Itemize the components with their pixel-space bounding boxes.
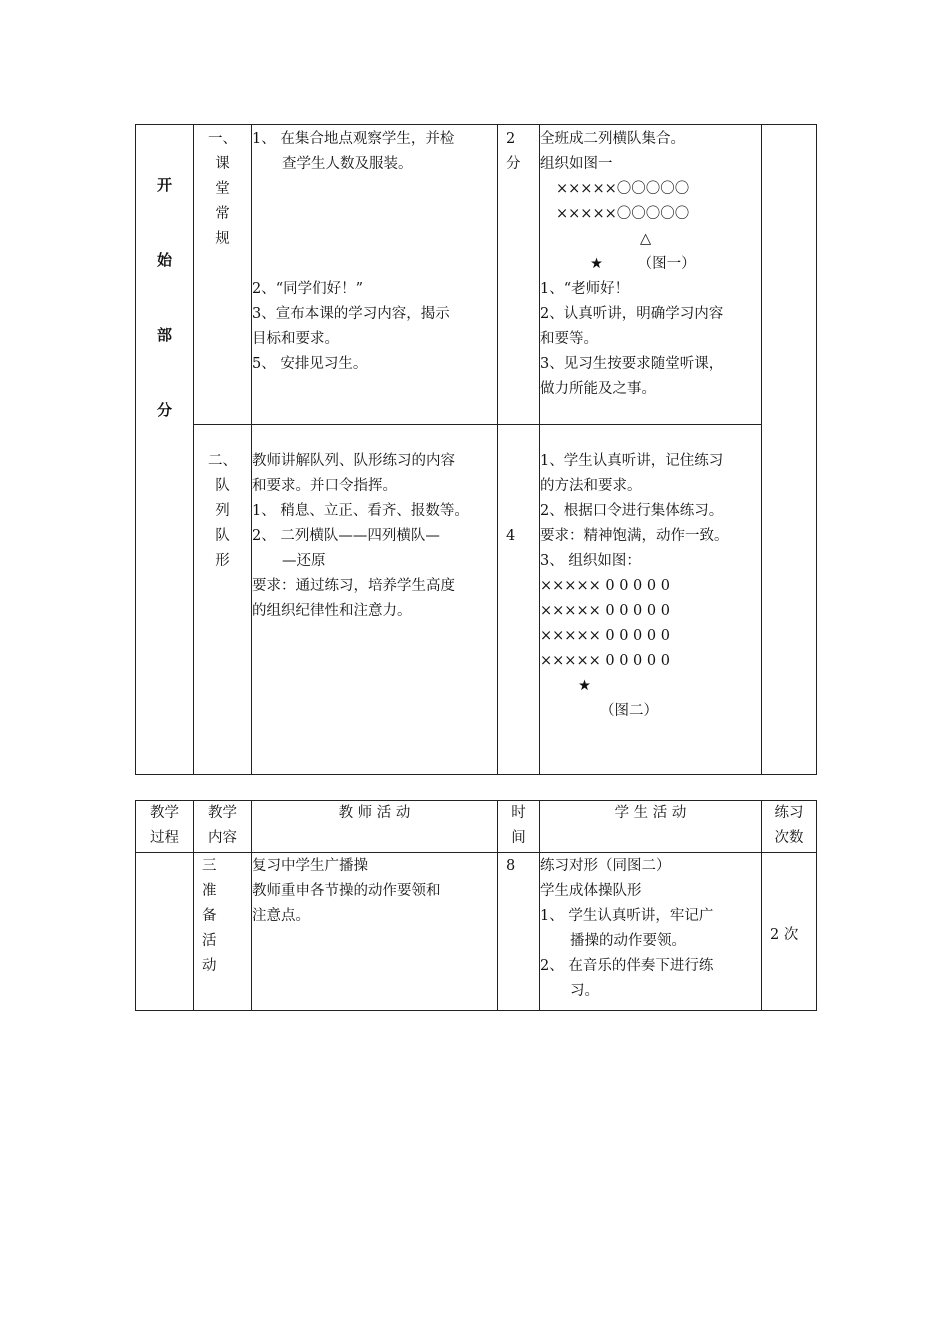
text-line: 学生成体操队形: [540, 883, 642, 899]
student-activity-warmup: [540, 853, 762, 1011]
text-line: 2、 在音乐的伴奏下进行练: [540, 958, 714, 974]
formation-row: ××××× 0 0 0 0 0: [540, 578, 670, 594]
lesson-table-start: [135, 124, 817, 775]
text-line: 1、 稍息、立正、看齐、报数等。: [252, 503, 469, 519]
section-title-char: 列: [215, 503, 230, 519]
triangle-marker: △: [640, 231, 652, 247]
text-line: 的方法和要求。: [540, 478, 642, 494]
section-title-char: 三: [202, 858, 217, 874]
text-line: 教师讲解队列、队形练习的内容: [252, 453, 455, 469]
student-activity-drill: [540, 425, 762, 775]
star-marker: ★: [590, 256, 603, 272]
header-process: 教学 过程: [136, 801, 194, 853]
figure-caption: （图一）: [637, 256, 696, 272]
time-drill: [498, 425, 540, 775]
text-line: 全班成二列横队集合。: [540, 131, 685, 147]
time-value: 8: [506, 858, 516, 874]
text-line: 习。: [570, 983, 599, 999]
section-title-warmup: [194, 853, 252, 1011]
section-title-char: 堂: [215, 181, 230, 197]
section-title-char: 活: [202, 933, 217, 949]
time-warmup: [498, 853, 540, 1011]
text-line: —还原: [282, 553, 326, 569]
header-count: 练习 次数: [762, 801, 817, 853]
text-line: 教师重申各节操的动作要领和: [252, 883, 441, 899]
text-line: 复习中学生广播操: [252, 858, 368, 874]
time-value: 4: [506, 528, 516, 544]
student-activity-routine: [540, 125, 762, 425]
lesson-table-warmup: [135, 800, 817, 1011]
text-line: 和要等。: [540, 331, 598, 347]
section-title-char: 准: [202, 883, 217, 899]
phase-char: 开: [156, 176, 172, 194]
formation-row: ×××××〇〇〇〇〇: [556, 181, 690, 197]
header-time: 时 间: [498, 801, 540, 853]
text-line: 要求：精神饱满，动作一致。: [540, 528, 729, 544]
time-routine: [498, 125, 540, 425]
section-title-char: 常: [215, 206, 230, 222]
text-line: 5、 安排见习生。: [252, 356, 368, 372]
formation-row: ××××× 0 0 0 0 0: [540, 603, 670, 619]
section-number: 一、: [208, 131, 237, 147]
text-line: 播操的动作要领。: [570, 933, 686, 949]
formation-row: ××××× 0 0 0 0 0: [540, 653, 670, 669]
header-content: 教学 内容: [194, 801, 252, 853]
formation-row: ××××× 0 0 0 0 0: [540, 628, 670, 644]
text-line: 2、根据口令进行集体练习。: [540, 503, 724, 519]
header-student-activity: 学 生 活 动: [540, 801, 762, 853]
text-line: 目标和要求。: [252, 331, 339, 347]
text-line: 1、 在集合地点观察学生，并检: [252, 131, 455, 147]
text-line: 3、 组织如图：: [540, 553, 641, 569]
section-title-char: 动: [202, 958, 217, 974]
formation-row: ×××××〇〇〇〇〇: [556, 206, 690, 222]
text-line: 2、“同学们好！”: [252, 281, 364, 297]
star-marker: ★: [578, 678, 591, 694]
process-cell-empty: [136, 853, 194, 1011]
phase-char: 部: [156, 326, 172, 344]
phase-char: 分: [156, 401, 172, 419]
count-cell-empty: [762, 125, 817, 775]
section-title-char: 规: [215, 231, 230, 247]
header-teacher-activity: 教 师 活 动: [252, 801, 498, 853]
teacher-activity-routine: [252, 125, 498, 425]
section-title-char: 队: [215, 528, 230, 544]
text-line: 1、 学生认真听讲，牢记广: [540, 908, 714, 924]
text-line: 1、学生认真听讲，记住练习: [540, 453, 724, 469]
count-warmup: [762, 853, 817, 1011]
phase-cell: [136, 125, 194, 775]
text-line: 1、“老师好！: [540, 281, 630, 297]
count-value: 2 次: [770, 927, 799, 943]
time-value: 2: [506, 131, 516, 147]
text-line: 查学生人数及服装。: [282, 156, 413, 172]
figure-caption: （图二）: [600, 703, 658, 719]
text-line: 注意点。: [252, 908, 310, 924]
text-line: 的组织纪律性和注意力。: [252, 603, 412, 619]
teacher-activity-warmup: [252, 853, 498, 1011]
section-title-char: 形: [215, 553, 230, 569]
text-line: 2、认真听讲，明确学习内容: [540, 306, 724, 322]
teacher-activity-drill: [252, 425, 498, 775]
section-number: 二、: [208, 453, 237, 469]
section-title-drill: [194, 425, 252, 775]
text-line: 和要求。并口令指挥。: [252, 478, 397, 494]
phase-char: 始: [156, 251, 172, 269]
text-line: 3、宣布本课的学习内容，揭示: [252, 306, 450, 322]
section-title-char: 课: [215, 156, 230, 172]
section-title-char: 备: [202, 908, 217, 924]
text-line: 2、 二列横队——四列横队—: [252, 528, 440, 544]
text-line: 3、见习生按要求随堂听课，: [540, 356, 724, 372]
section-title-char: 队: [215, 478, 230, 494]
text-line: 组织如图一: [540, 156, 613, 172]
section-title-routine: [194, 125, 252, 425]
text-line: 练习对形（同图二）: [540, 858, 671, 874]
time-unit: 分: [506, 156, 521, 172]
text-line: 要求：通过练习，培养学生高度: [252, 578, 455, 594]
text-line: 做力所能及之事。: [540, 381, 656, 397]
